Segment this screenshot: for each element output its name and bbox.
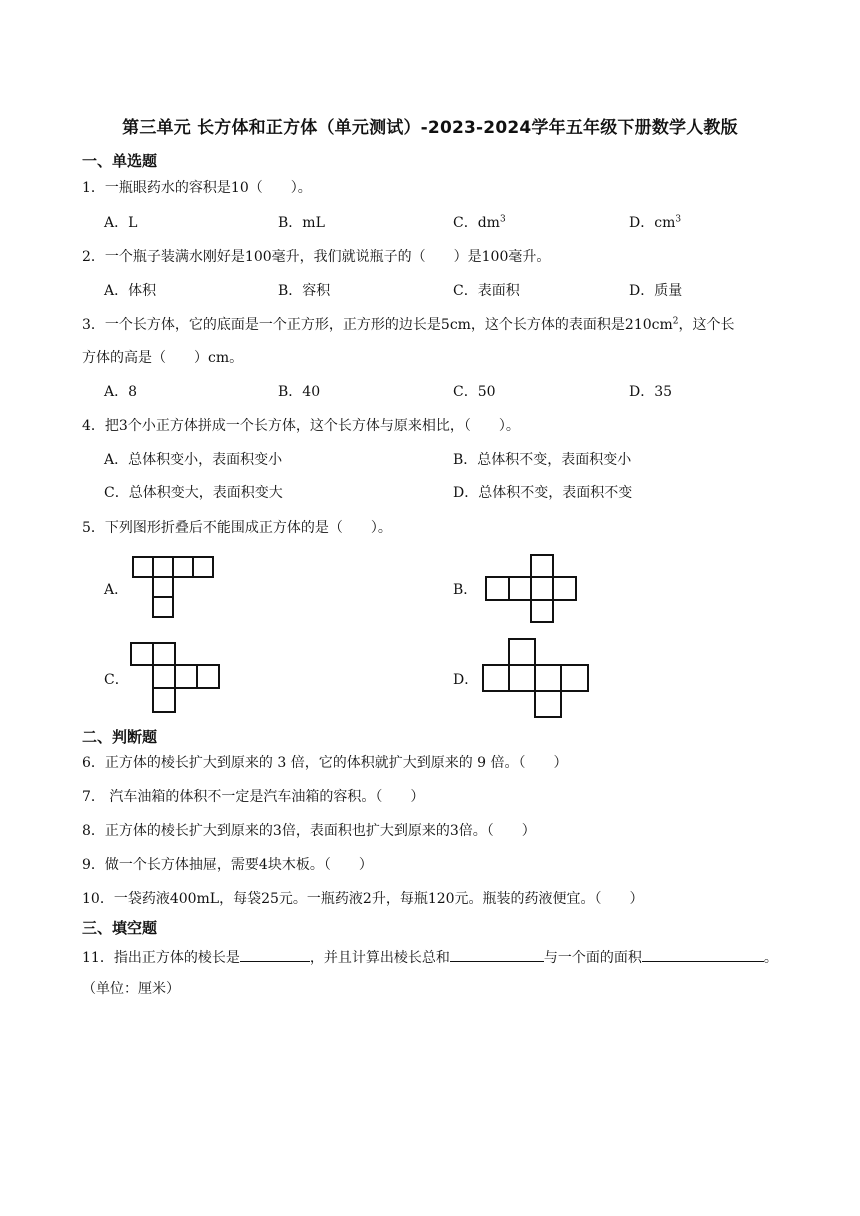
question-11-text: [82, 946, 778, 968]
q11-part-4: 。: [763, 950, 778, 966]
answer-blank-edge-length[interactable]: [240, 946, 310, 962]
question-10-text: 10．一袋药液400mL，每袋25元。一瓶药液2升，每瓶120元。瓶装的药液便宜。（ ）: [82, 891, 644, 907]
cube-net-a: [132, 556, 214, 618]
question-4-text: 4．把3个小正方体拼成一个长方体，这个长方体与原来相比，（ ）。: [82, 418, 520, 434]
question-2-option-d[interactable]: D．质量: [629, 283, 683, 299]
question-3-option-d[interactable]: D．35: [629, 384, 673, 400]
q3-text-post: ，这个长: [678, 317, 735, 333]
question-9-text: 9．做一个长方体抽屉，需要4块木板。（ ）: [82, 857, 373, 873]
cube-net-b: [485, 554, 587, 624]
question-6-text: 6．正方体的棱长扩大到原来的 3 倍，它的体积就扩大到原来的 9 倍。（ ）: [82, 755, 568, 771]
question-3-option-a[interactable]: A．8: [104, 384, 138, 400]
question-4-option-d[interactable]: D．总体积不变，表面积不变: [453, 485, 633, 501]
q11-part-3: 与一个面的面积: [543, 950, 642, 966]
question-3-text-line1: [82, 315, 735, 335]
superscript: 3: [499, 214, 506, 225]
question-1-option-d[interactable]: [629, 213, 681, 233]
question-3-text-line2: 方体的高是（ ）cm。: [82, 350, 244, 366]
question-11-unit: （单位：厘米）: [82, 981, 180, 997]
question-3-option-c[interactable]: C．50: [453, 384, 496, 400]
question-5-option-d[interactable]: D．: [453, 672, 479, 688]
answer-blank-edge-sum[interactable]: [450, 946, 544, 962]
question-4-option-a[interactable]: A．总体积变小，表面积变小: [104, 452, 283, 468]
q11-part-2: ，并且计算出棱长总和: [309, 950, 450, 966]
cube-net-d: [482, 638, 592, 720]
cube-net-c: [130, 642, 222, 714]
question-5-option-a[interactable]: A．: [104, 582, 129, 598]
question-2-text: 2．一个瓶子装满水刚好是100毫升，我们就说瓶子的（ ）是100毫升。: [82, 249, 551, 265]
question-4-option-b[interactable]: B．总体积不变，表面积变小: [453, 452, 632, 468]
question-7-text: 7． 汽车油箱的体积不一定是汽车油箱的容积。（ ）: [82, 789, 425, 805]
question-1-option-c[interactable]: [453, 213, 506, 233]
section-heading-true-false: 二、判断题: [82, 728, 158, 746]
question-8-text: 8．正方体的棱长扩大到原来的3倍，表面积也扩大到原来的3倍。（ ）: [82, 823, 536, 839]
question-1-option-b[interactable]: B．mL: [278, 215, 325, 231]
question-4-option-c[interactable]: C．总体积变大，表面积变大: [104, 485, 283, 501]
question-1-option-a[interactable]: A．L: [104, 215, 138, 231]
question-5-option-c[interactable]: C．: [104, 672, 129, 688]
superscript: 2: [672, 316, 679, 327]
superscript: 3: [675, 214, 682, 225]
question-2-option-a[interactable]: A．体积: [104, 283, 157, 299]
question-3-option-b[interactable]: B．40: [278, 384, 321, 400]
section-heading-fill-blank: 三、填空题: [82, 919, 158, 937]
answer-blank-face-area[interactable]: [642, 946, 764, 962]
q3-text-pre: 3．一个长方体，它的底面是一个正方形，正方形的边长是5cm，这个长方体的表面积是210cm: [82, 317, 673, 333]
q11-part-1: 11．指出正方体的棱长是: [82, 950, 240, 966]
question-1-text: 1．一瓶眼药水的容积是10（ ）。: [82, 180, 312, 196]
option-d-unit: D．cm: [629, 215, 676, 231]
question-5-text: 5．下列图形折叠后不能围成正方体的是（ ）。: [82, 520, 392, 536]
page-title: 第三单元 长方体和正方体（单元测试）-2023-2024学年五年级下册数学人教版: [122, 118, 738, 138]
option-c-unit: C．dm: [453, 215, 500, 231]
question-2-option-c[interactable]: C．表面积: [453, 283, 520, 299]
question-2-option-b[interactable]: B．容积: [278, 283, 331, 299]
section-heading-single-choice: 一、单选题: [82, 152, 158, 170]
question-5-option-b[interactable]: B．: [453, 582, 478, 598]
